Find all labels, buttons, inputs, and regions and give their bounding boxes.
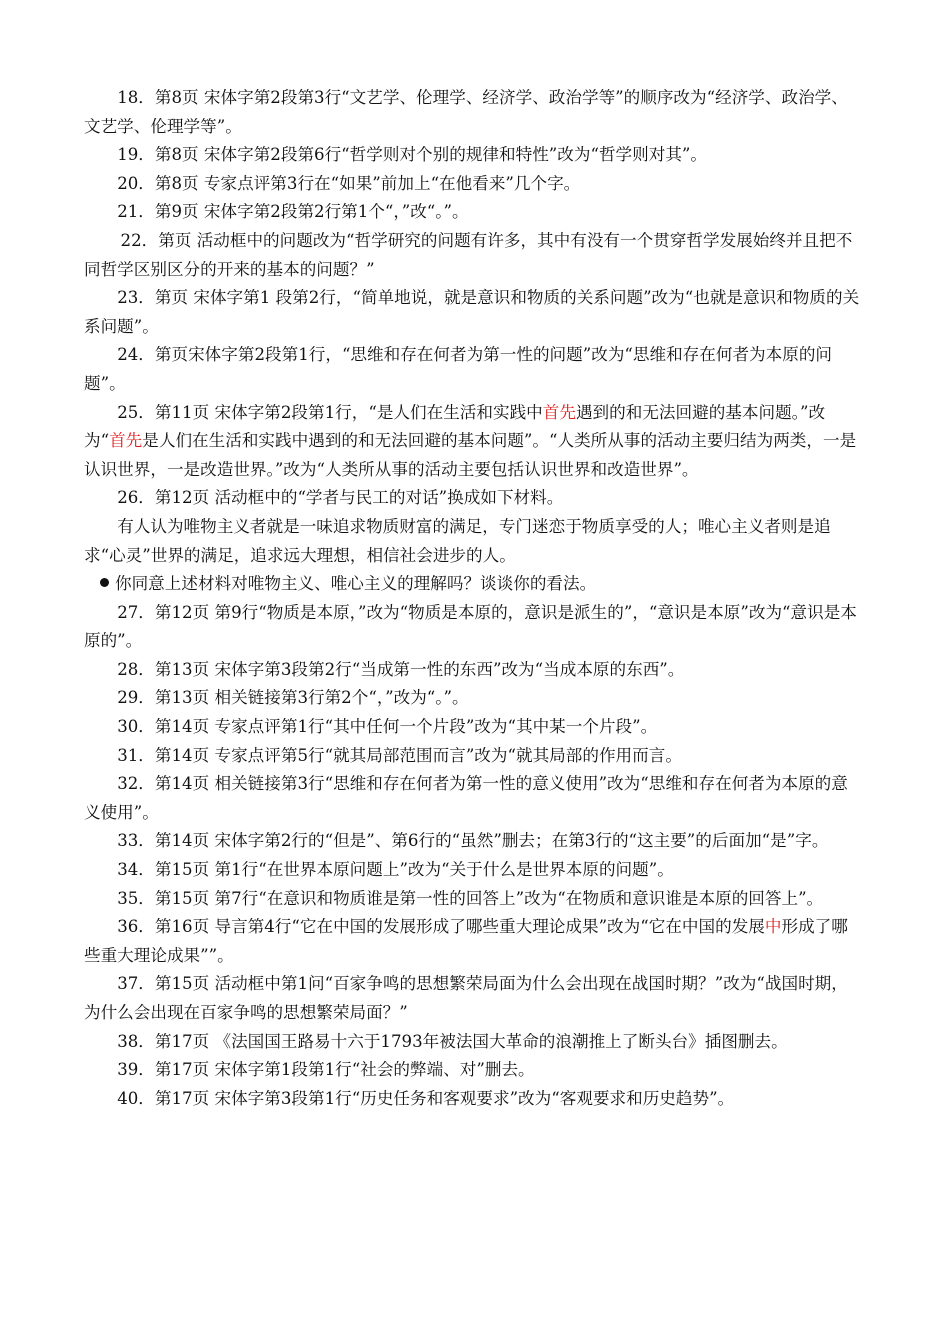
item-23: 23．第页 宋体字第1 段第2行，“简单地说，就是意识和物质的关系问题”改为“也就是意识和物质的关系问题”。 [84,288,860,336]
item-28: 28．第13页 宋体字第3段第2行“当成第一性的东西”改为“当成本原的东西”。 [117,659,685,679]
item-26: 26．第12页 活动框中的“学者与民工的对话”换成如下材料。 [117,488,564,508]
item-36-text-b: 形成了哪些重大理论成果””。 [84,917,848,965]
item-25-text-a: 25．第11页 宋体字第2段第1行，“是人们在生活和实践中 [117,402,543,422]
material-question-text: 你同意上述材料对唯物主义、唯心主义的理解吗？谈谈你的看法。 [115,574,597,594]
item-20: 20．第8页 专家点评第3行在“如果”前加上“在他看来”几个字。 [117,173,581,193]
item-27: 27．第12页 第9行“物质是本原，”改为“物质是本原的，意识是派生的”，“意识是本原”改为“意识是本原的”。 [84,602,857,651]
item-37: 37．第15页 活动框中第1问“百家争鸣的思想繁荣局面为什么会出现在战国时期？”改为“战国时期，为什么会出现在百家争鸣的思想繁荣局面？” [84,974,848,1022]
item-19: 19．第8页 宋体字第2段第6行“哲学则对个别的规律和特性”改为“哲学则对其”。 [117,145,707,165]
item-33: 33．第14页 宋体字第2行的“但是”、第6行的“虽然”删去；在第3行的“这主要”的后面加“是”字。 [117,831,829,851]
item-25-highlight-2: 首先 [109,431,143,451]
item-30: 30．第14页 专家点评第1行“其中任何一个片段”改为“其中某一个片段”。 [117,717,658,737]
item-36-text-a: 36．第16页 导言第4行“它在中国的发展形成了哪些重大理论成果”改为“它在中国的发展 [117,917,765,937]
item-18: 18．第8页 宋体字第2段第3行“文艺学、伦理学、经济学、政治学等”的顺序改为“经济学、政治学、文艺学、伦理学等”。 [84,88,848,136]
item-32: 32．第14页 相关链接第3行“思维和存在何者为第一性的意义使用”改为“思维和存在何者为本原的意义使用”。 [84,774,848,822]
item-22: 22．第页 活动框中的问题改为“哲学研究的问题有许多，其中有没有一个贯穿哲学发展始终并且把不同哲学区别区分的开来的基本的问题？” [84,230,853,279]
item-36-highlight: 中 [764,917,782,937]
item-25-highlight-1: 首先 [542,402,576,422]
bullet-icon [100,578,109,587]
item-31: 31．第14页 专家点评第5行“就其局部范围而言”改为“就其局部的作用而言。 [117,745,682,765]
material-quote: 有人认为唯物主义者就是一味追求物质财富的满足，专门迷恋于物质享受的人；唯心主义者则是追求“心灵”世界的满足，追求远大理想，相信社会进步的人。 [84,516,831,565]
item-25 [84,399,860,485]
item-38: 38．第17页 《法国国王路易十六于1793年被法国大革命的浪潮推上了断头台》插图删去。 [117,1031,788,1051]
material-question [84,570,860,599]
item-21: 21．第9页 宋体字第2段第2行第1个“，”改“。”。 [117,202,469,222]
item-36 [84,913,860,970]
item-29: 29．第13页 相关链接第3行第2个“，”改为“。”。 [117,688,469,708]
item-40: 40．第17页 宋体字第3段第1行“历史任务和客观要求”改为“客观要求和历史趋势”。 [117,1088,735,1108]
item-34: 34．第15页 第1行“在世界本原问题上”改为“关于什么是世界本原的问题”。 [117,860,674,880]
item-24: 24．第页宋体字第2段第1行，“思维和存在何者为第一性的问题”改为“思维和存在何者为本原的问题”。 [84,345,833,393]
item-39: 39．第17页 宋体字第1段第1行“社会的弊端、对”删去。 [117,1060,535,1080]
item-25-text-c: 是人们在生活和实践中遇到的和无法回避的基本问题”。“人类所从事的活动主要归结为两类，一是认识世界，一是改造世界。”改为“人类所从事的活动主要包括认识世界和改造世界”。 [84,431,857,479]
document-page [84,84,860,1113]
item-25-text-b: 遇到的和无法回避的基本问题。”改为“ [84,402,826,451]
item-35: 35．第15页 第7行“在意识和物质谁是第一性的回答上”改为“在物质和意识谁是本原的回答上”。 [117,888,824,908]
